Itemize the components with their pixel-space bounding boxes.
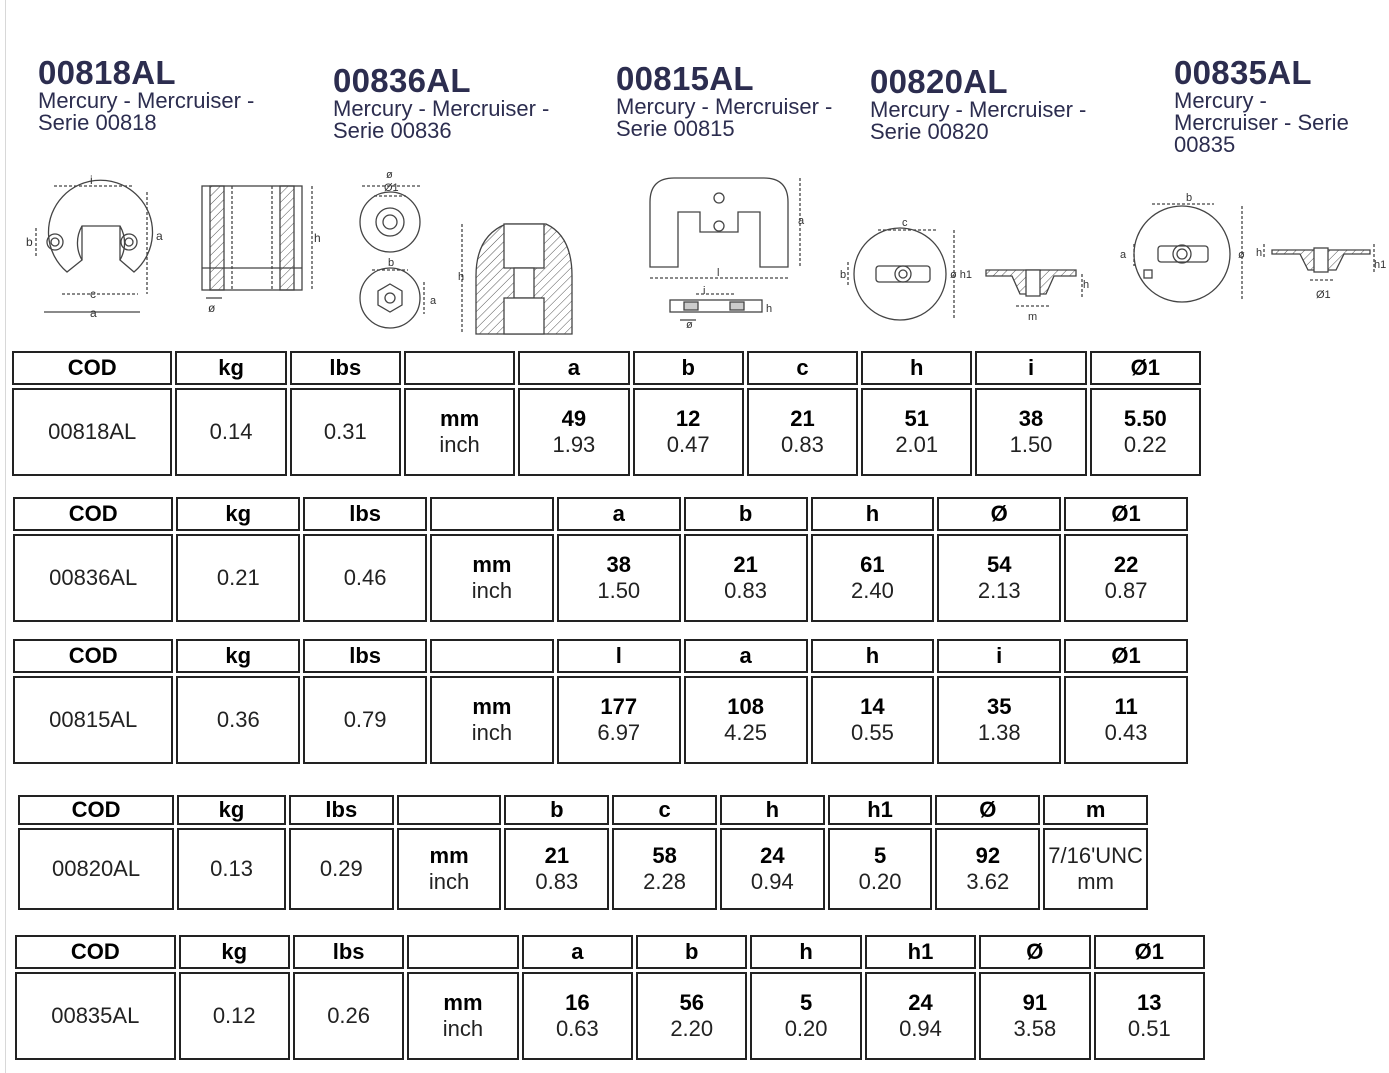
drawing-label: c [902, 217, 908, 229]
unit-cell [404, 388, 515, 476]
kg-cell: 0.21 [176, 534, 300, 622]
table-header-row [12, 351, 1201, 385]
value-mm: 5 [799, 990, 813, 1015]
dimension-cell [1064, 676, 1188, 764]
lbs-cell: 0.46 [303, 534, 427, 622]
product-desc-line: Mercruiser - Serie [1174, 110, 1349, 135]
drawing-label: b [26, 235, 33, 249]
header-cell: m [1043, 795, 1148, 825]
product-code: 00818AL [38, 54, 176, 91]
header-cell: COD [12, 351, 172, 385]
drawing-label: ø [686, 319, 693, 331]
spec-table-00818 [9, 348, 1204, 479]
unit-inch: inch [471, 578, 513, 603]
header-cell [430, 497, 554, 531]
value-mm: 22 [1113, 552, 1139, 577]
value-mm: 21 [733, 552, 758, 577]
header-cell: b [684, 497, 808, 531]
drawing-label: l [717, 267, 720, 279]
header-cell: a [684, 639, 808, 673]
dimension-cell [811, 534, 935, 622]
value-mm: 13 [1137, 990, 1162, 1015]
product-code: 00835AL [1174, 54, 1312, 91]
header-cell: c [747, 351, 858, 385]
header-cell: h1 [828, 795, 933, 825]
lbs-cell: 0.79 [303, 676, 427, 764]
value-inch: 6.97 [597, 720, 641, 745]
unit-inch: inch [428, 869, 470, 894]
value-inch: 1.50 [1009, 432, 1053, 457]
value-inch: 0.94 [750, 869, 794, 894]
header-cell: a [557, 497, 681, 531]
unit-inch: inch [471, 720, 513, 745]
lbs-cell: 0.29 [289, 828, 394, 910]
product-desc-line: 00835 [1174, 132, 1236, 157]
header-cell: COD [13, 497, 173, 531]
dimension-cell [636, 972, 747, 1060]
dimension-cell [684, 534, 808, 622]
value-inch: 2.20 [670, 1016, 714, 1041]
table-row [15, 972, 1205, 1060]
value-mm: 24 [760, 843, 785, 868]
product-header-00836 [333, 64, 613, 142]
header-cell: Ø1 [1064, 497, 1188, 531]
product-header-00835 [1174, 56, 1384, 156]
lbs-cell: 0.26 [293, 972, 404, 1060]
table-row [12, 388, 1201, 476]
unit-inch: inch [439, 432, 480, 457]
dimension-cell [861, 388, 972, 476]
product-desc-line: Mercury - [1174, 88, 1267, 113]
value-inch: 1.93 [552, 432, 596, 457]
header-cell: Ø [979, 935, 1090, 969]
drawing-label: m [1028, 311, 1038, 323]
dimension-cell [720, 828, 825, 910]
product-desc-line: Mercury - Mercruiser - [333, 96, 550, 121]
product-code: 00815AL [616, 60, 754, 97]
product-header-00818 [38, 56, 318, 134]
value-inch: mm [1077, 869, 1114, 894]
cod-cell: 00820AL [18, 828, 174, 910]
drawing-label: h [1083, 279, 1090, 291]
drawing-label: Ø1 [384, 182, 399, 194]
value-mm: 5 [873, 843, 887, 868]
page-left-rule [5, 0, 6, 1073]
kg-cell: 0.36 [176, 676, 300, 764]
product-desc-line: Mercury - Mercruiser - [38, 88, 255, 113]
value-inch: 1.38 [977, 720, 1021, 745]
unit-cell [430, 676, 554, 764]
spec-table-00815 [10, 636, 1191, 767]
header-cell: COD [15, 935, 176, 969]
product-desc-line: Serie 00818 [38, 110, 157, 135]
value-mm: 58 [652, 843, 677, 868]
value-inch: 0.83 [781, 432, 824, 457]
header-cell: l [557, 639, 681, 673]
value-mm: 16 [565, 990, 590, 1015]
product-code: 00820AL [870, 63, 1008, 100]
header-cell: Ø [935, 795, 1040, 825]
drawing-label: h [766, 303, 773, 315]
drawing-label: ø [386, 169, 393, 181]
value-mm: 54 [987, 552, 1012, 577]
product-desc-line: Serie 00836 [333, 118, 452, 143]
dimension-cell [612, 828, 717, 910]
value-inch: 0.20 [858, 869, 902, 894]
unit-cell [397, 828, 502, 910]
value-inch: 2.13 [977, 578, 1021, 603]
dimension-cell [865, 972, 976, 1060]
header-cell: kg [179, 935, 290, 969]
kg-cell: 0.14 [175, 388, 286, 476]
header-cell: h [811, 497, 935, 531]
value-inch: 0.47 [666, 432, 710, 457]
dimension-cell [828, 828, 933, 910]
header-cell: h [811, 639, 935, 673]
dimension-cell [633, 388, 744, 476]
value-mm: 49 [561, 406, 587, 431]
dimension-cell [750, 972, 861, 1060]
kg-cell: 0.13 [177, 828, 286, 910]
drawing-label: Ø1 [1316, 289, 1331, 301]
drawing-label: b [1186, 192, 1193, 204]
value-inch: 2.28 [643, 869, 686, 894]
table-row [13, 676, 1188, 764]
dimension-cell [975, 388, 1086, 476]
drawing-label: a [798, 215, 805, 227]
table-header-row [13, 639, 1188, 673]
dimension-cell [935, 828, 1040, 910]
technical-drawing-00820 [836, 212, 1096, 324]
value-inch: 0.94 [899, 1016, 942, 1041]
product-desc-line: Mercury - Mercruiser - [870, 97, 1087, 122]
value-inch: 0.55 [851, 720, 894, 745]
product-desc-line: Serie 00820 [870, 119, 989, 144]
header-cell: b [636, 935, 747, 969]
header-cell [430, 639, 554, 673]
value-mm: 91 [1022, 990, 1048, 1015]
spec-table-00836 [10, 494, 1191, 625]
header-cell [407, 935, 518, 969]
value-mm: 35 [987, 694, 1012, 719]
spec-table-00835 [12, 932, 1208, 1063]
header-cell: Ø1 [1064, 639, 1188, 673]
product-desc-line: Serie 00815 [616, 116, 735, 141]
value-inch: 0.83 [535, 869, 579, 894]
value-mm: 12 [675, 406, 701, 431]
header-cell: kg [175, 351, 286, 385]
header-cell [397, 795, 502, 825]
header-cell: COD [13, 639, 173, 673]
value-mm: 56 [679, 990, 704, 1015]
header-cell: lbs [293, 935, 404, 969]
dimension-cell [522, 972, 633, 1060]
value-mm: 21 [544, 843, 570, 868]
header-cell: c [612, 795, 717, 825]
drawing-label: h1 [1374, 259, 1387, 271]
value-inch: 0.63 [555, 1016, 599, 1041]
dimension-cell [811, 676, 935, 764]
cod-cell: 00818AL [12, 388, 172, 476]
header-cell: a [522, 935, 633, 969]
dimension-cell [557, 534, 681, 622]
value-inch: 0.51 [1127, 1016, 1171, 1041]
drawing-label: ø [208, 301, 216, 315]
value-mm: 61 [860, 552, 885, 577]
header-cell: lbs [290, 351, 401, 385]
header-cell: lbs [303, 497, 427, 531]
header-cell: Ø [937, 497, 1061, 531]
header-cell: Ø1 [1094, 935, 1205, 969]
dimension-cell [937, 676, 1061, 764]
value-mm: 14 [860, 694, 885, 719]
dimension-cell [937, 534, 1061, 622]
drawing-label: c [90, 287, 96, 301]
header-cell: h [720, 795, 825, 825]
unit-cell [407, 972, 518, 1060]
value-inch: 0.20 [784, 1016, 828, 1041]
technical-drawing-00836 [350, 166, 590, 338]
value-inch: 3.62 [966, 869, 1010, 894]
header-cell: a [518, 351, 629, 385]
dimension-cell [684, 676, 808, 764]
header-cell: i [975, 351, 1086, 385]
header-cell: lbs [289, 795, 394, 825]
dimension-cell [557, 676, 681, 764]
technical-drawing-00815 [640, 172, 820, 334]
value-inch: 4.25 [724, 720, 767, 745]
drawing-label: ø h1 [950, 269, 973, 281]
dimension-cell [1094, 972, 1205, 1060]
drawing-label: b [840, 269, 847, 281]
unit-mm: mm [472, 552, 512, 577]
unit-mm: mm [429, 843, 469, 868]
drawing-label: i [90, 173, 93, 187]
drawing-label: h [1256, 247, 1263, 259]
header-cell: kg [176, 497, 300, 531]
value-inch: 0.83 [724, 578, 767, 603]
drawing-label: a [1120, 249, 1127, 261]
value-mm: 38 [606, 552, 631, 577]
value-mm: 92 [975, 843, 1001, 868]
unit-mm: mm [443, 990, 483, 1015]
header-cell: h [861, 351, 972, 385]
value-inch: 3.58 [1013, 1016, 1057, 1041]
value-inch: 0.43 [1104, 720, 1148, 745]
drawing-label: ø [1238, 249, 1245, 261]
drawing-label: h [458, 271, 465, 283]
header-cell: kg [177, 795, 286, 825]
dimension-cell [1043, 828, 1148, 910]
header-cell: lbs [303, 639, 427, 673]
dimension-cell [979, 972, 1090, 1060]
value-inch: 2.01 [895, 432, 939, 457]
product-code: 00836AL [333, 62, 471, 99]
cod-cell: 00836AL [13, 534, 173, 622]
drawing-label: b [388, 257, 395, 269]
table-header-row [18, 795, 1148, 825]
table-header-row [15, 935, 1205, 969]
header-cell: Ø1 [1090, 351, 1201, 385]
drawing-label: a [90, 306, 97, 320]
value-mm: 38 [1018, 406, 1044, 431]
value-inch: 0.22 [1123, 432, 1167, 457]
value-mm: 24 [908, 990, 933, 1015]
drawing-label: h [314, 231, 321, 245]
header-cell: kg [176, 639, 300, 673]
value-mm: 5.50 [1123, 406, 1167, 431]
header-cell: h1 [865, 935, 976, 969]
value-inch: 1.50 [597, 578, 641, 603]
dimension-cell [747, 388, 858, 476]
dimension-cell [504, 828, 609, 910]
product-header-00815 [616, 62, 866, 140]
drawing-label: a [156, 229, 163, 243]
product-desc-line: Mercury - Mercruiser - [616, 94, 833, 119]
technical-drawing-00818 [22, 172, 332, 322]
lbs-cell: 0.31 [290, 388, 401, 476]
dimension-cell [1064, 534, 1188, 622]
header-cell: b [633, 351, 744, 385]
unit-mm: mm [472, 694, 512, 719]
value-mm: 51 [904, 406, 929, 431]
value-mm: 11 [1114, 694, 1138, 719]
product-header-00820 [870, 65, 1130, 143]
dimension-cell [518, 388, 629, 476]
value-mm: 177 [600, 694, 638, 719]
technical-drawing-00835 [1112, 188, 1388, 308]
header-cell: COD [18, 795, 174, 825]
header-cell: h [750, 935, 861, 969]
table-row [13, 534, 1188, 622]
table-header-row [13, 497, 1188, 531]
cod-cell: 00835AL [15, 972, 176, 1060]
drawing-label: i [703, 285, 706, 297]
unit-mm: mm [440, 406, 480, 431]
value-inch: 2.40 [851, 578, 894, 603]
spec-table-00820 [15, 792, 1151, 913]
table-row [18, 828, 1148, 910]
unit-cell [430, 534, 554, 622]
kg-cell: 0.12 [179, 972, 290, 1060]
value-inch: 0.87 [1104, 578, 1148, 603]
header-cell: i [937, 639, 1061, 673]
unit-inch: inch [442, 1016, 484, 1041]
cod-cell: 00815AL [13, 676, 173, 764]
header-cell: b [504, 795, 609, 825]
value-mm: 108 [727, 694, 764, 719]
dimension-cell [1090, 388, 1201, 476]
value-mm: 21 [790, 406, 815, 431]
drawing-label: a [430, 295, 437, 307]
value-mm: 7/16'UNC [1048, 843, 1143, 868]
header-cell [404, 351, 515, 385]
